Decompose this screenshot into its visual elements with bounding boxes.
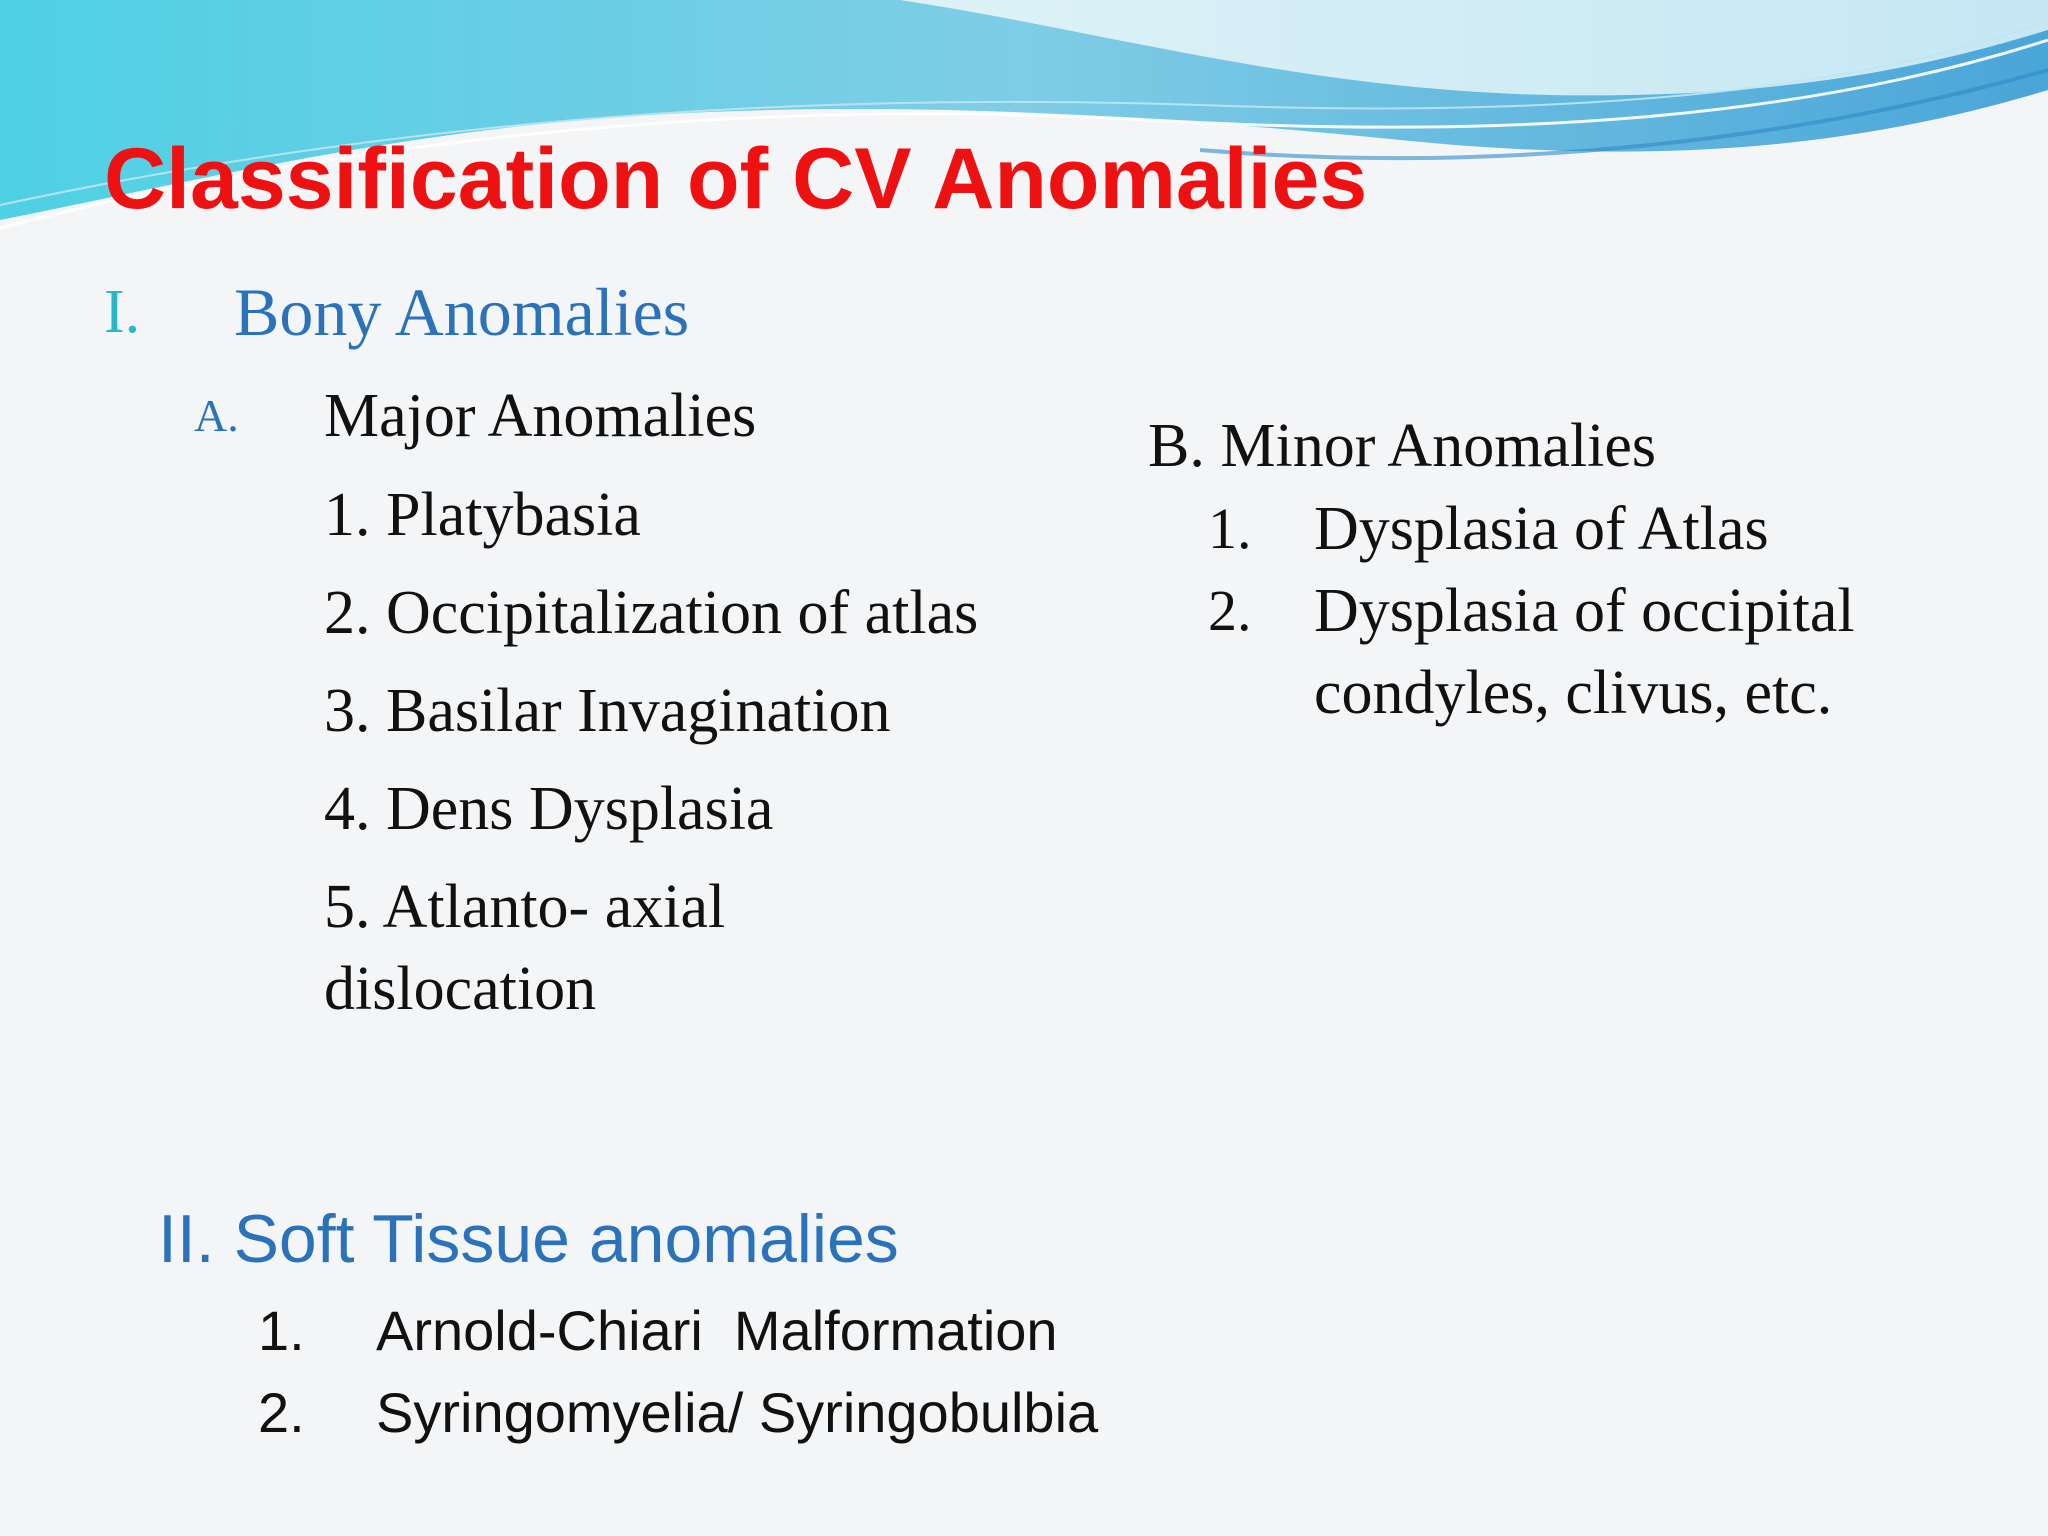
list-item: 3. Basilar Invagination	[324, 677, 891, 745]
section-2-heading: II. Soft Tissue anomalies	[158, 1201, 899, 1277]
list-item-text: Arnold-Chiari Malformation	[376, 1299, 1058, 1362]
list-item	[1208, 570, 1948, 734]
list-item	[1208, 488, 1948, 570]
subsection-a-marker: A.	[194, 390, 239, 441]
list-item-text: Dysplasia of Atlas	[1314, 495, 1769, 563]
subsection-b-heading: B. Minor Anomalies	[1148, 412, 1657, 480]
list-item-number: 1.	[1208, 496, 1252, 561]
list-item-number: 2.	[1208, 578, 1252, 643]
slide-title: Classification of CV Anomalies	[104, 131, 1368, 227]
subsection-a-heading: Major Anomalies	[324, 382, 757, 450]
major-anomalies-list	[324, 474, 1044, 1046]
list-item	[258, 1290, 1098, 1372]
list-item: 5. Atlanto- axial dislocation	[324, 873, 726, 1023]
list-item-number: 2.	[258, 1381, 305, 1444]
list-item: 2. Occipitalization of atlas	[324, 579, 979, 647]
list-item: 1. Platybasia	[324, 481, 641, 549]
section-1-heading: Bony Anomalies	[234, 274, 690, 350]
list-item	[258, 1372, 1098, 1454]
list-item-number: 1.	[258, 1299, 305, 1362]
soft-tissue-list	[258, 1290, 1098, 1454]
section-1-marker: I.	[104, 278, 141, 346]
list-item-text: Syringomyelia/ Syringobulbia	[376, 1381, 1099, 1444]
list-item: 4. Dens Dysplasia	[324, 775, 774, 843]
minor-anomalies-list	[1208, 488, 1948, 734]
list-item-text: Dysplasia of occipital condyles, clivus, etc.	[1314, 577, 1855, 727]
